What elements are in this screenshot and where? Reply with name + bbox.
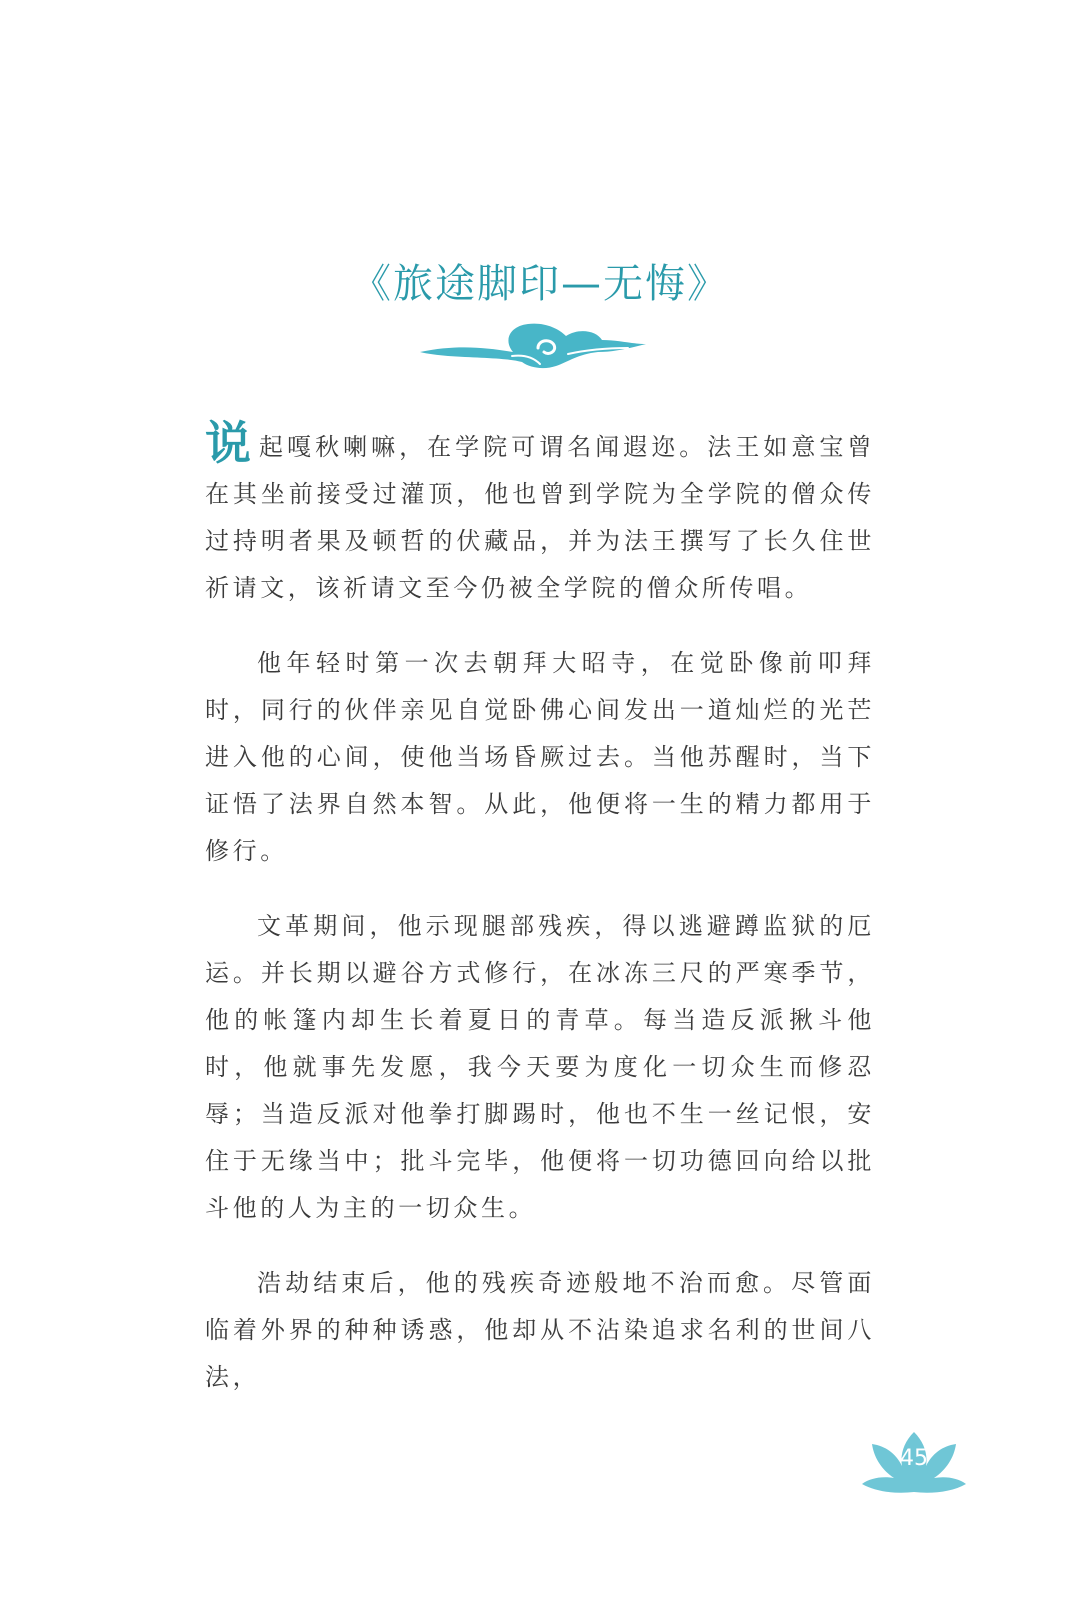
paragraph-1	[205, 416, 875, 612]
paragraph-4: 浩劫结束后，他的残疾奇迹般地不治而愈。尽管面临着外界的种种诱惑，他却从不沾染追求名利的世间八法，	[205, 1269, 875, 1391]
article-body	[205, 416, 875, 1429]
paragraph-3: 文革期间，他示现腿部残疾，得以逃避蹲监狱的厄运。并长期以避谷方式修行，在冰冻三尺的严寒季节，他的帐篷内却生长着夏日的青草。每当造反派揪斗他时，他就事先发愿，我今天要为度化一切众生而修忍辱；当造反派对他拳打脚踢时，他也不生一丝记恨，安住于无缘当中；批斗完毕，他便将一切功德回向给以批斗他的人为主的一切众生。	[205, 912, 875, 1222]
paragraph-2: 他年轻时第一次去朝拜大昭寺，在觉卧像前叩拜时，同行的伙伴亲见自觉卧佛心间发出一道灿烂的光芒进入他的心间，使他当场昏厥过去。当他苏醒时，当下证悟了法界自然本智。从此，他便将一生的精力都用于修行。	[205, 649, 875, 865]
drop-cap: 说	[205, 416, 256, 470]
page-number: 45	[900, 1446, 928, 1471]
cloud-ornament-icon	[418, 318, 648, 378]
chapter-title: 《旅途脚印—无悔》	[351, 261, 729, 307]
paragraph-1-text: 起嘎秋喇嘛，在学院可谓名闻遐迩。法王如意宝曾在其坐前接受过灌顶，他也曾到学院为全学院的僧众传过持明者果及顿哲的伏藏品，并为法王撰写了长久住世祈请文，该祈请文至今仍被全学院的僧众所传唱。	[205, 433, 875, 602]
page-number-badge	[862, 1430, 966, 1496]
